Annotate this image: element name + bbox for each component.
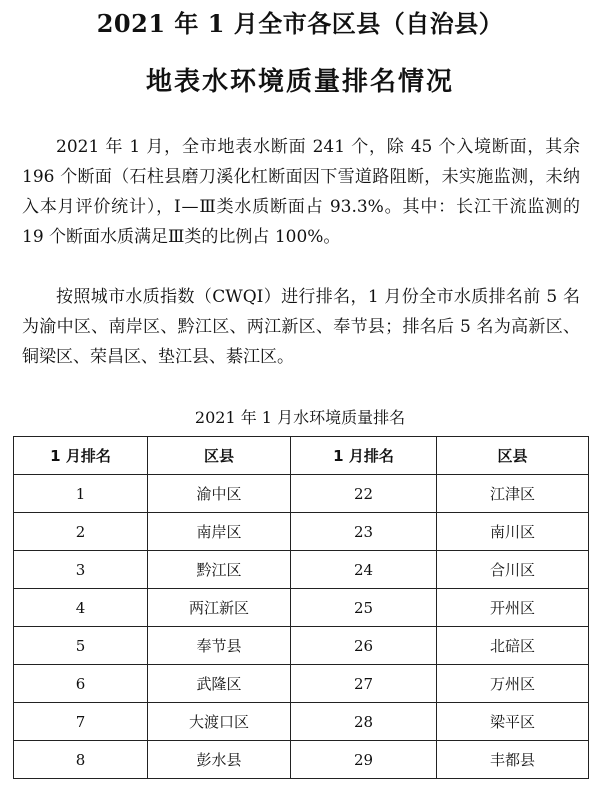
district-cell: 两江新区 xyxy=(148,589,291,627)
rank-cell: 28 xyxy=(291,703,437,741)
rank-cell: 4 xyxy=(14,589,148,627)
table-row xyxy=(14,551,589,589)
rank-cell: 5 xyxy=(14,627,148,665)
rank-cell: 7 xyxy=(14,703,148,741)
district-cell: 渝中区 xyxy=(148,475,291,513)
header-district-left: 区县 xyxy=(148,437,291,475)
table-row xyxy=(14,589,589,627)
rank-cell: 24 xyxy=(291,551,437,589)
header-district-right: 区县 xyxy=(437,437,589,475)
rank-cell: 2 xyxy=(14,513,148,551)
table-row xyxy=(14,703,589,741)
district-cell: 万州区 xyxy=(437,665,589,703)
table-row xyxy=(14,627,589,665)
rank-cell: 27 xyxy=(291,665,437,703)
table-row xyxy=(14,741,589,779)
ranking-table xyxy=(13,436,589,779)
district-cell: 武隆区 xyxy=(148,665,291,703)
document-title-line1: 2021 年 1 月全市各区县（自治县） xyxy=(96,9,504,38)
district-cell: 奉节县 xyxy=(148,627,291,665)
district-cell: 黔江区 xyxy=(148,551,291,589)
rank-cell: 23 xyxy=(291,513,437,551)
table-caption: 2021 年 1 月水环境质量排名 xyxy=(194,408,406,427)
paragraph-summary: 2021 年 1 月，全市地表水断面 241 个，除 45 个入境断面，其余 196 个断面（石柱县磨刀溪化杠断面因下雪道路阻断，未实施监测，未纳入本月评价统计），Ⅰ—Ⅲ类水质断面占 93.3%。其中：长江干流监测的 19 个断面水质满足Ⅲ类的比例占 100%。 xyxy=(22,137,580,247)
paragraph-ranking: 按照城市水质指数（CWQI）进行排名，1 月份全市水质排名前 5 名为渝中区、南岸区、黔江区、两江新区、奉节县；排名后 5 名为高新区、铜梁区、荣昌区、垫江县、綦江区。 xyxy=(22,287,580,367)
rank-cell: 29 xyxy=(291,741,437,779)
district-cell: 南川区 xyxy=(437,513,589,551)
header-rank-left: 1 月排名 xyxy=(14,437,148,475)
rank-cell: 25 xyxy=(291,589,437,627)
document-title-line2: 地表水环境质量排名情况 xyxy=(145,67,454,97)
table-row xyxy=(14,513,589,551)
header-rank-right: 1 月排名 xyxy=(291,437,437,475)
table-header-row xyxy=(14,437,589,475)
district-cell: 开州区 xyxy=(437,589,589,627)
table-row xyxy=(14,665,589,703)
rank-cell: 26 xyxy=(291,627,437,665)
table-row xyxy=(14,475,589,513)
district-cell: 丰都县 xyxy=(437,741,589,779)
district-cell: 北碚区 xyxy=(437,627,589,665)
rank-cell: 6 xyxy=(14,665,148,703)
district-cell: 彭水县 xyxy=(148,741,291,779)
district-cell: 合川区 xyxy=(437,551,589,589)
rank-cell: 3 xyxy=(14,551,148,589)
district-cell: 大渡口区 xyxy=(148,703,291,741)
rank-cell: 8 xyxy=(14,741,148,779)
district-cell: 梁平区 xyxy=(437,703,589,741)
rank-cell: 1 xyxy=(14,475,148,513)
rank-cell: 22 xyxy=(291,475,437,513)
district-cell: 南岸区 xyxy=(148,513,291,551)
district-cell: 江津区 xyxy=(437,475,589,513)
